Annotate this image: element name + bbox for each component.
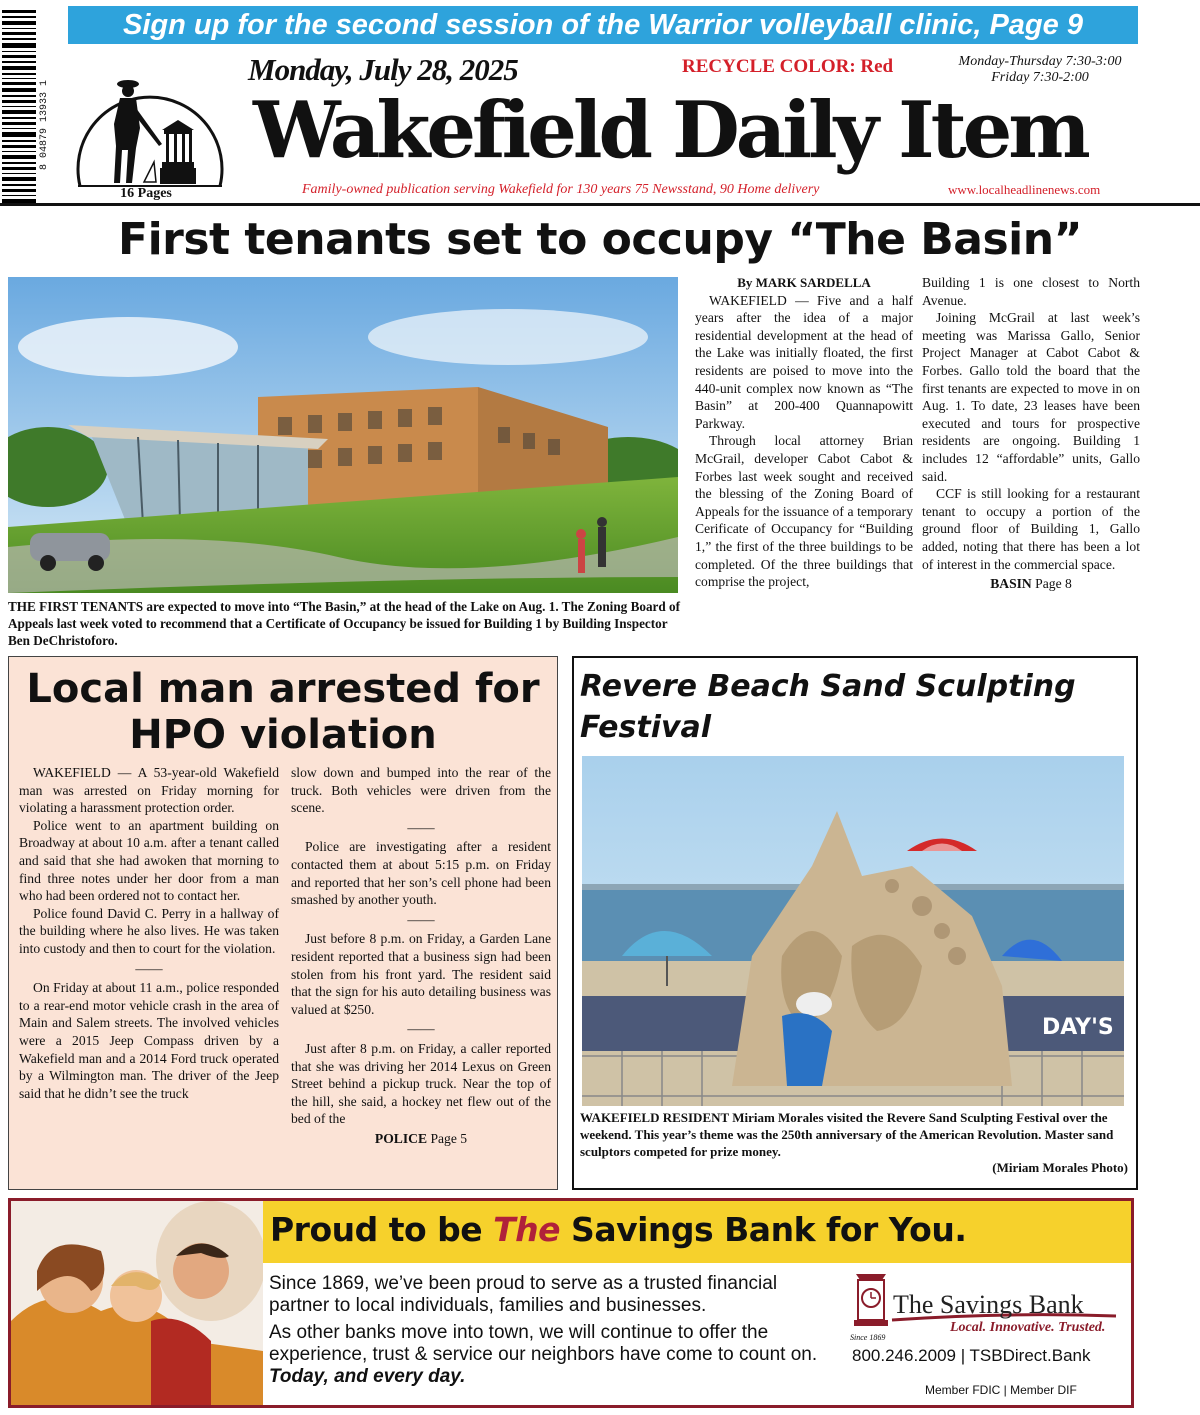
police-paragraph: Just before 8 p.m. on Friday, a Garden Lane resident reported that a business sign had been stolen from his front yard. The resident said that the sign for his auto detailing business was valued at $250. xyxy=(291,931,551,1017)
police-headline-line2: HPO violation xyxy=(129,712,437,758)
police-paragraph: WAKEFIELD — A 53-year-old Wakefield man was arrested on Friday morning for violating a harassment protection order. xyxy=(19,765,279,816)
police-jump-link[interactable] xyxy=(291,1130,551,1148)
police-paragraph: Police went to an apartment building on Broadway at about 10 a.m. after a tenant called and said that she had awoken that morning to find three notes under her door from a man who had been ordered not to contact her. xyxy=(19,817,279,904)
bank-name: The Savings Bank xyxy=(893,1290,1084,1319)
promo-banner[interactable]: Sign up for the second session of the Warrior volleyball clinic, Page 9 xyxy=(68,6,1138,44)
revere-headline-line1: Revere Beach Sand Sculpting xyxy=(580,669,1076,704)
ad-body-2 xyxy=(269,1322,839,1388)
bank-member-disclosure: Member FDIC | Member DIF xyxy=(925,1383,1077,1397)
police-column-2 xyxy=(291,764,551,1147)
minuteman-logo xyxy=(70,58,230,188)
separator: —— xyxy=(135,960,163,976)
newspaper-title[interactable]: Wakefield Daily Item xyxy=(253,85,1087,176)
website-link[interactable]: www.localheadlinenews.com xyxy=(948,182,1101,197)
ad-headline xyxy=(270,1210,966,1249)
basin-rendering-photo[interactable] xyxy=(8,277,678,593)
basin-column-1 xyxy=(695,274,913,591)
lead-headline[interactable]: First tenants set to occupy “The Basin” xyxy=(118,214,1082,265)
photo-credit: (Miriam Morales Photo) xyxy=(992,1160,1128,1175)
police-headline-line1: Local man arrested for xyxy=(26,666,540,712)
basin-photo-caption: THE FIRST TENANTS are expected to move into “The Basin,” at the head of the Lake on Aug. 1. The Zoning Board of Appeals last week voted to recommend that a Certificate of Occupancy be issued for Building 1 by Building Inspector Ben DeChristoforo. xyxy=(8,599,681,648)
office-hours xyxy=(935,54,1145,86)
hours-weekday: Monday-Thursday 7:30-3:00 xyxy=(958,54,1122,69)
sand-sculpture-photo[interactable] xyxy=(582,756,1124,1106)
police-headline[interactable] xyxy=(8,666,558,758)
byline: By MARK SARDELLA xyxy=(737,275,871,290)
jump-label: POLICE xyxy=(374,1130,428,1146)
family-photo xyxy=(11,1201,263,1405)
ad-body-1: Since 1869, we’ve been proud to serve as a trusted financial partner to local individuals, families and businesses. xyxy=(269,1273,778,1316)
jump-page: Page 5 xyxy=(430,1130,468,1146)
basin-paragraph: WAKEFIELD — Five and a half years after the idea of a major residential development at the head of the Lake was initially floated, the first residents are poised to move into the 440-unit complex now known as “The Basin” at 200-400 Quannapowitt Parkway. xyxy=(695,292,913,431)
basin-paragraph: CCF is still looking for a restaurant tenant to occupy a portion of the ground floor of Building 1, Gallo added, noting that there has been a lot of interest in the commercial space. xyxy=(922,486,1140,572)
barcode xyxy=(2,10,36,205)
basin-jump-link[interactable] xyxy=(922,575,1140,593)
ad-body-2-emphasis: Today, and every day. xyxy=(269,1366,466,1387)
police-paragraph: Police are investigating after a resident contacted them at about 5:15 p.m. on Friday and reported that her son’s cell phone had been smashed by another youth. xyxy=(291,839,551,908)
police-paragraph: On Friday at about 11 a.m., police responded to a rear-end motor vehicle crash in the area of Main and Salem streets. The involved vehicles were a 2015 Jeep Compass driven by a Wakefield man and a 2014 Ford truck operated by a Wilmington man. The driver of the Jeep said that he didn’t see the truck xyxy=(19,980,279,1101)
jump-label: BASIN xyxy=(990,576,1032,592)
masthead-rule xyxy=(0,203,1200,206)
basin-column-2 xyxy=(922,274,1140,593)
revere-headline[interactable] xyxy=(580,666,1130,748)
ad-headline-post: Savings Bank for You. xyxy=(560,1210,967,1249)
bank-tagline: Local. Innovative. Trusted. xyxy=(950,1320,1106,1335)
separator: —— xyxy=(407,1021,435,1037)
tagline: Family-owned publication serving Wakefield for 130 years 75 Newsstand, 90 Home delivery xyxy=(302,182,820,197)
hours-friday: Friday 7:30-2:00 xyxy=(991,70,1089,85)
ad-headline-pre: Proud to be xyxy=(270,1210,494,1249)
revere-headline-line2: Festival xyxy=(580,710,712,745)
separator: —— xyxy=(407,911,435,927)
basin-paragraph: Joining McGrail at last week’s meeting was Marissa Gallo, Senior Project Manager at Cabot Cabot & Forbes. Gallo told the board that the first tenants are expected to move in on Aug. 1. To date, 23 leases have been executed and tours for prospective residents are ongoing. Building 1 includes 12 “affordable” units, Gallo said. xyxy=(922,310,1140,484)
banner-text: DAY'S xyxy=(1042,1015,1114,1040)
police-paragraph: slow down and bumped into the rear of the truck. Both vehicles were driven from the scene. xyxy=(291,765,551,816)
police-paragraph: Police found David C. Perry in a hallway of the building where he also lives. He was taken into custody and then to court for the violation. xyxy=(19,905,279,956)
bank-contact[interactable]: 800.246.2009 | TSBDirect.Bank xyxy=(852,1346,1091,1365)
revere-photo-caption: WAKEFIELD RESIDENT Miriam Morales visited the Revere Sand Sculpting Festival over the weekend. This year’s theme was the 250th anniversary of the American Revolution. Master sand sculptors competed for prize money. xyxy=(580,1110,1114,1159)
jump-page: Page 8 xyxy=(1035,576,1072,592)
page-count: 16 Pages xyxy=(120,186,172,201)
basin-paragraph: Building 1 is one closest to North Avenue. xyxy=(922,275,1140,308)
recycle-color: RECYCLE COLOR: Red xyxy=(682,56,894,77)
police-column-1 xyxy=(19,764,279,1102)
barcode-digits: 8 04879 13933 1 xyxy=(39,80,50,171)
separator: —— xyxy=(407,819,435,835)
police-paragraph: Just after 8 p.m. on Friday, a caller reported that she was driving her 2014 Lexus on Green Street behind a pickup truck. Near the top of the hill, she said, a hockey net flew out of the bed of the xyxy=(291,1040,551,1127)
issue-date: Monday, July 28, 2025 xyxy=(248,52,518,87)
basin-paragraph: Through local attorney Brian McGrail, developer Cabot Cabot & Forbes last week sought and received the blessing of the Zoning Board of Appeals for the issuance of a temporary Cerificate of Occupancy for “Building 1,” the first of the three buildings to be completed. Of the three buildings that comprise the project, xyxy=(695,433,913,590)
ad-headline-the: The xyxy=(493,1210,561,1249)
ad-body-2-text: As other banks move into town, we will continue to offer the experience, trust & service our neighbors have come to count on. xyxy=(269,1322,818,1365)
bank-since: Since 1869 xyxy=(850,1333,886,1342)
